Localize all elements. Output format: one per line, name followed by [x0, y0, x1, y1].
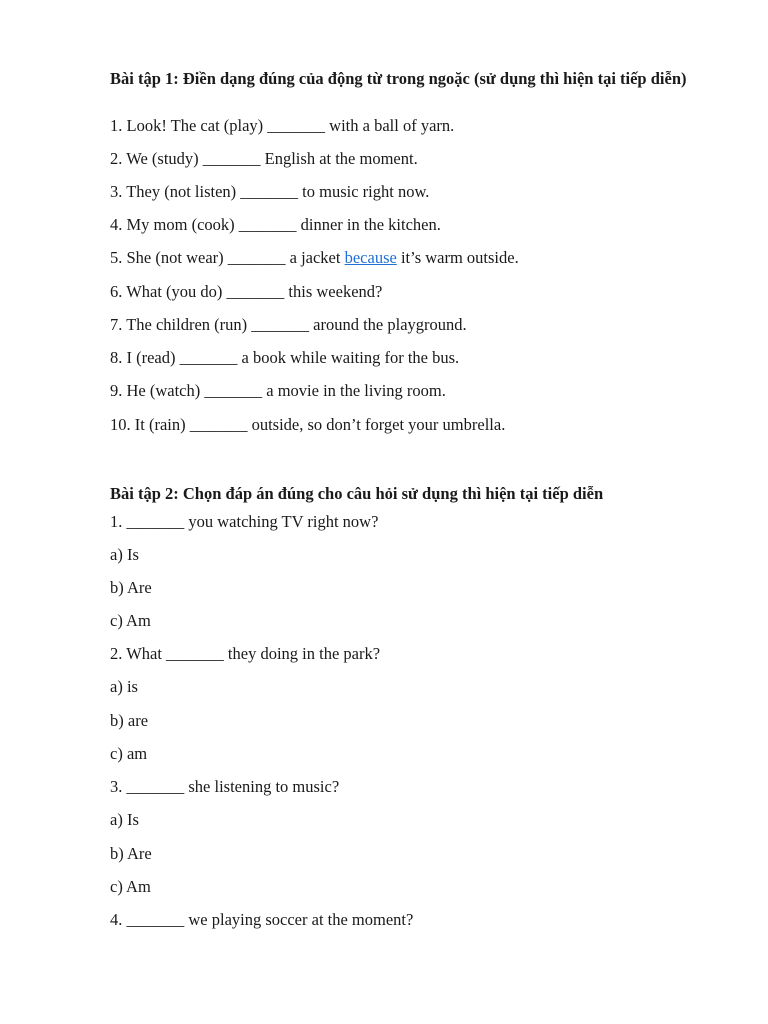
exercise-2-option: a) Is: [110, 545, 139, 564]
exercise-1-title: Bài tập 1: Điền dạng đúng của động từ trong ngoặc (sử dụng thì hiện tại tiếp diễn): [110, 69, 687, 88]
item-5-text-before: 5. She (not wear) _______ a jacket: [110, 248, 345, 267]
exercise-2-question-1: 1. _______ you watching TV right now?: [110, 512, 379, 531]
exercise-1-item-5: [110, 248, 519, 268]
exercise-2-question-2: 2. What _______ they doing in the park?: [110, 644, 381, 663]
exercise-1-item-6: 6. What (you do) _______ this weekend?: [110, 282, 383, 301]
exercise-1-item-10: 10. It (rain) _______ outside, so don’t forget your umbrella.: [110, 415, 506, 434]
exercise-1-item-7: 7. The children (run) _______ around the playground.: [110, 315, 467, 334]
exercise-2-option: c) am: [110, 744, 148, 763]
exercise-2-option: b) are: [110, 711, 149, 730]
exercise-2-question-3: 3. _______ she listening to music?: [110, 777, 340, 796]
item-5-text-after: it’s warm outside.: [396, 248, 519, 267]
because-link[interactable]: because: [344, 248, 397, 267]
exercise-2-option: a) Is: [110, 810, 139, 829]
exercise-2-title: Bài tập 2: Chọn đáp án đúng cho câu hỏi sử dụng thì hiện tại tiếp diễn: [110, 484, 604, 503]
exercise-2-option: c) Am: [110, 877, 151, 896]
exercise-1-item-1: 1. Look! The cat (play) _______ with a ball of yarn.: [110, 116, 455, 135]
exercise-1-item-3: 3. They (not listen) _______ to music right now.: [110, 182, 430, 201]
exercise-2-option: c) Am: [110, 611, 151, 630]
exercise-1-item-8: 8. I (read) _______ a book while waiting for the bus.: [110, 348, 460, 367]
exercise-1-item-4: 4. My mom (cook) _______ dinner in the kitchen.: [110, 215, 441, 234]
exercise-2-question-4: 4. _______ we playing soccer at the moment?: [110, 910, 414, 929]
exercise-2-option: a) is: [110, 677, 138, 696]
exercise-1-item-2: 2. We (study) _______ English at the moment.: [110, 149, 418, 168]
exercise-2-option: b) Are: [110, 578, 152, 597]
exercise-1-item-9: 9. He (watch) _______ a movie in the living room.: [110, 381, 446, 400]
exercise-2-option: b) Are: [110, 844, 152, 863]
